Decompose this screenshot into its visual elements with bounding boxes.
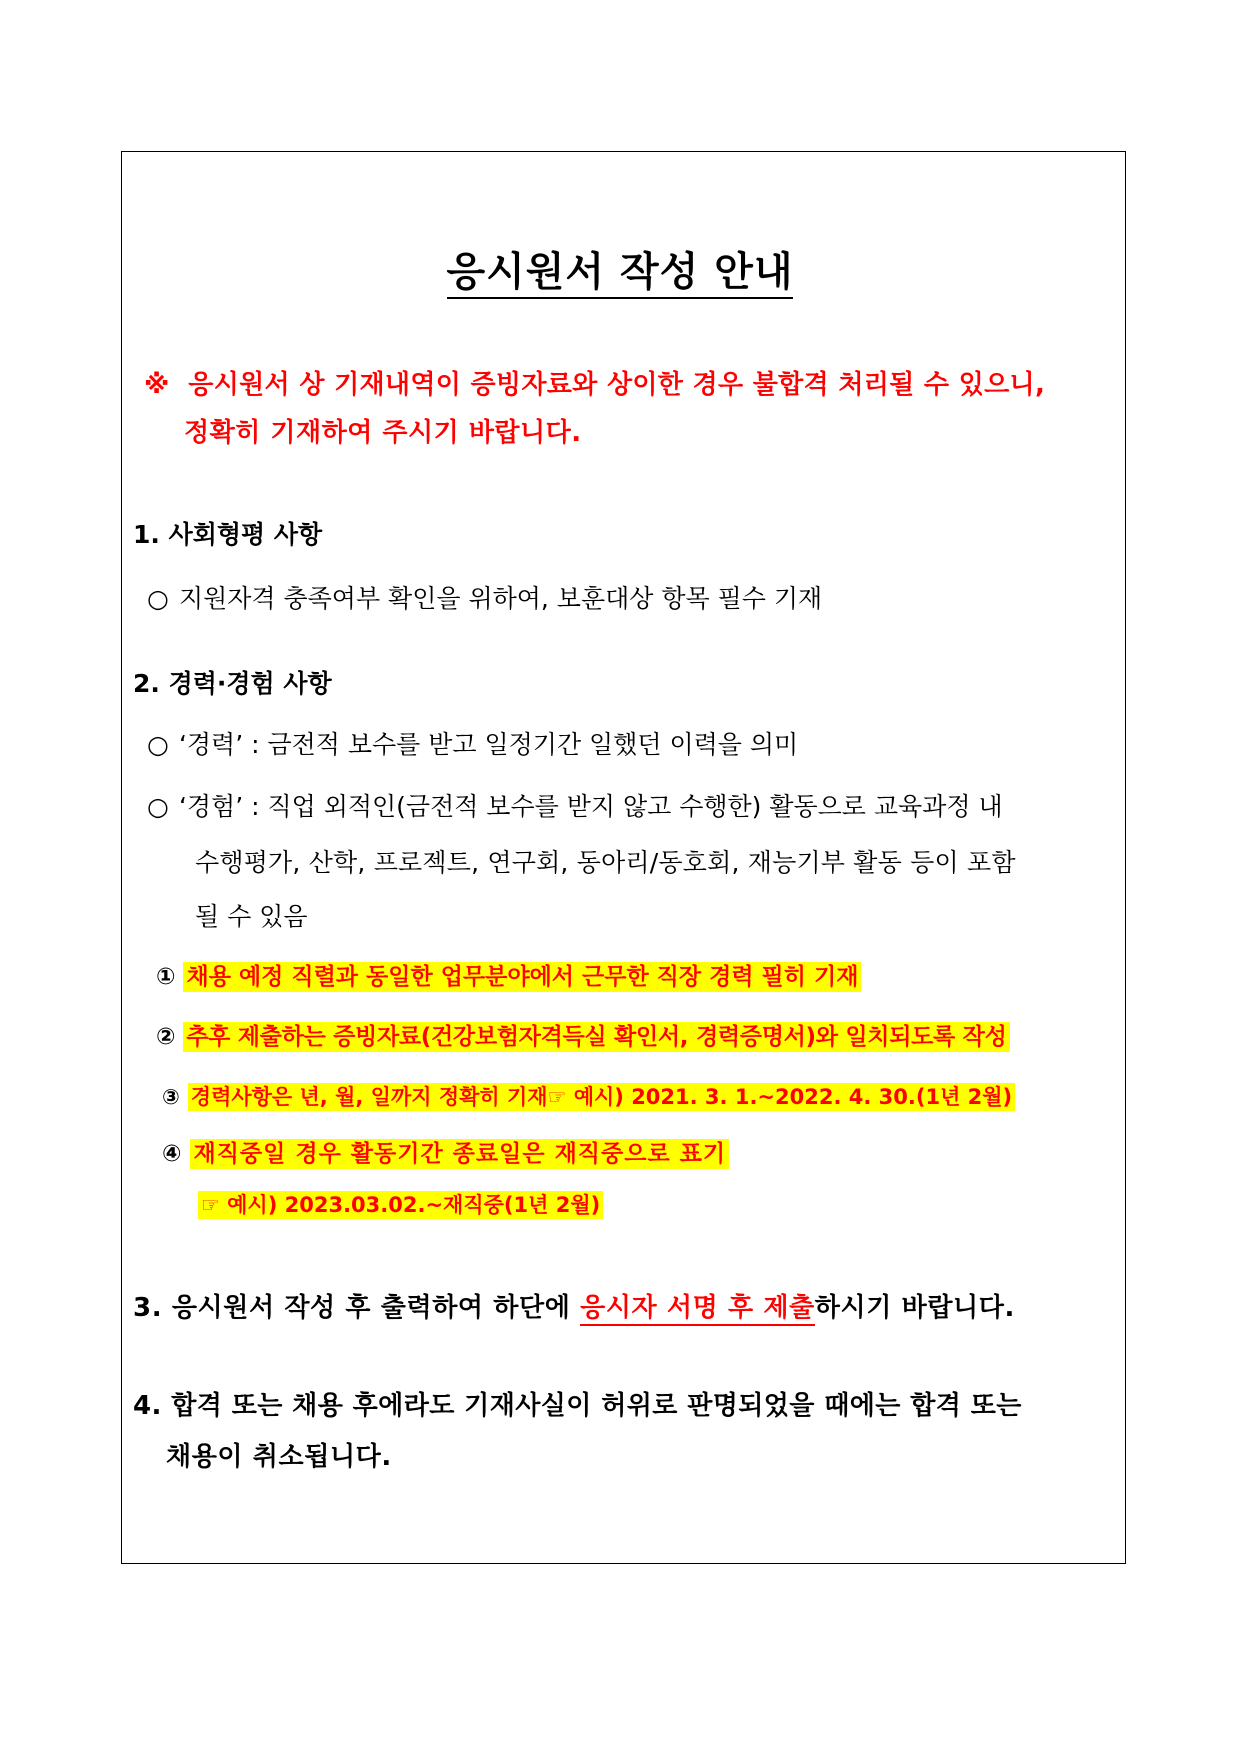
point-1-text: 채용 예정 직렬과 동일한 업무분야에서 근무한 직장 경력 필히 기재 (183, 962, 861, 992)
point-3-text: 경력사항은 년, 월, 일까지 정확히 기재☞ 예시) 2021. 3. 1.~2022. 4. 30.(1년 2월) (188, 1083, 1015, 1111)
page-title: 응시원서 작성 안내 (0, 242, 1240, 302)
point-2-text: 추후 제출하는 증빙자료(건강보험자격득실 확인서, 경력증명서)와 일치되도록 작성 (183, 1022, 1009, 1052)
notice-line-1 (144, 363, 1045, 407)
notice-text-1: 응시원서 상 기재내역이 증빙자료와 상이한 경우 불합격 처리될 수 있으니, (188, 370, 1046, 400)
section1-heading: 1. 사회형평 사항 (133, 520, 323, 549)
notice-line-2: 정확히 기재하여 주시기 바랍니다. (184, 418, 582, 448)
section2-item-experience-line2: 수행평가, 산학, 프로젝트, 연구회, 동아리/동호회, 재능기부 활동 등이 포함 (195, 848, 1016, 877)
bullet-circle-icon: ○ (147, 792, 169, 821)
section3-prefix: 3. 응시원서 작성 후 출력하여 하단에 (133, 1293, 571, 1323)
circled-number-4: ④ (162, 1141, 183, 1167)
notice-mark: ※ (144, 370, 170, 400)
section3-suffix: 하시기 바랍니다. (814, 1293, 1015, 1323)
point-3 (162, 1078, 1015, 1116)
section2-heading: 2. 경력·경험 사항 (133, 669, 332, 698)
bullet-circle-icon: ○ (147, 584, 169, 613)
section2-item-experience-line3: 될 수 있음 (195, 902, 308, 931)
section4-line-2: 채용이 취소됩니다. (166, 1442, 392, 1472)
point-1 (156, 958, 861, 996)
section3 (133, 1288, 1015, 1328)
circled-number-1: ① (156, 964, 176, 990)
section2-item-career: ○ ‘경력’ : 금전적 보수를 받고 일정기간 일했던 이력을 의미 (147, 725, 798, 765)
bullet-circle-icon: ○ (147, 730, 169, 759)
point-4-example (198, 1186, 603, 1224)
circled-number-3: ③ (162, 1085, 180, 1109)
point-4-example-text: ☞ 예시) 2023.03.02.~재직중(1년 2월) (198, 1191, 603, 1219)
circled-number-2: ② (156, 1024, 176, 1050)
point-2 (156, 1018, 1010, 1056)
section1-item: ○ 지원자격 충족여부 확인을 위하여, 보훈대상 항목 필수 기재 (147, 579, 822, 619)
point-4 (162, 1135, 729, 1173)
section4-line-1: 4. 합격 또는 채용 후에라도 기재사실이 허위로 판명되었을 때에는 합격 또는 (133, 1391, 1022, 1421)
point-4-text: 재직중일 경우 활동기간 종료일은 재직중으로 표기 (190, 1139, 729, 1169)
section2-item-experience: ○ ‘경험’ : 직업 외적인(금전적 보수를 받지 않고 수행한) 활동으로 교육과정 내 (147, 787, 1003, 827)
section3-emphasis: 응시자 서명 후 제출 (580, 1293, 815, 1326)
